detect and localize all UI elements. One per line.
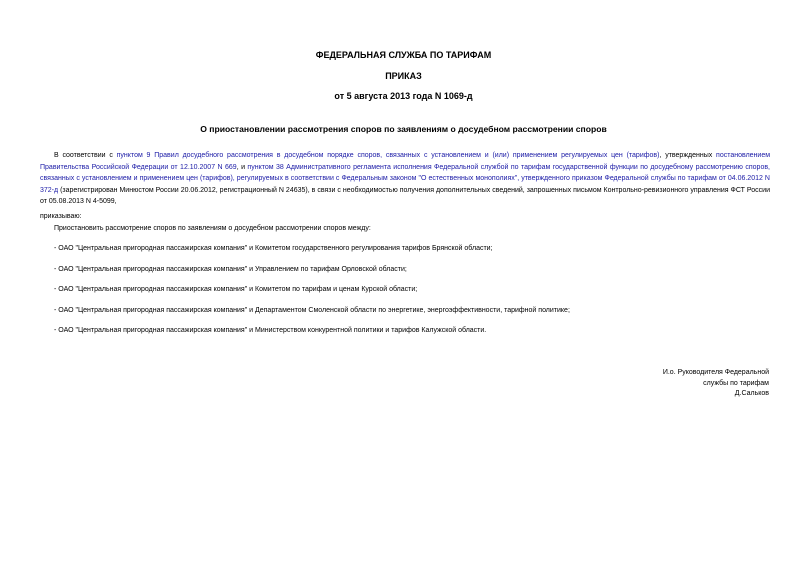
order-word: приказываю: xyxy=(40,213,82,220)
preamble-text-1: В соответствии с xyxy=(54,152,117,159)
list-item: - ОАО "Центральная пригородная пассажирская компания" и Департаментом Смоленской области по энергетике, энергоэффективности, тарифной политике; xyxy=(54,307,570,314)
signature-block xyxy=(569,368,769,400)
preamble-text-3: , и xyxy=(236,163,248,171)
preamble-paragraph xyxy=(40,150,770,208)
list-item: - ОАО "Центральная пригородная пассажирская компания" и Управлением по тарифам Орловской области; xyxy=(54,266,407,273)
signature-line-title: И.о. Руководителя Федеральной xyxy=(662,369,769,376)
doc-date-number: от 5 августа 2013 года N 1069-д xyxy=(334,91,473,101)
agency-name: ФЕДЕРАЛЬНАЯ СЛУЖБА ПО ТАРИФАМ xyxy=(315,50,492,60)
doc-title: О приостановлении рассмотрения споров по заявлениям о досудебном рассмотрении споров xyxy=(200,124,607,134)
order-intro: Приостановить рассмотрение споров по заявлениям о досудебном рассмотрении споров между: xyxy=(54,225,371,232)
signature-line-service: службы по тарифам xyxy=(703,379,769,387)
list-item: - ОАО "Центральная пригородная пассажирская компания" и Министерством конкурентной политики и тарифов Калужской области. xyxy=(54,327,487,334)
link-rules-point-9[interactable]: пунктом 9 Правил досудебного рассмотрения в досудебном порядке споров, связанных с установлением и (или) применением регулируемых цен (тарифов) xyxy=(116,152,660,159)
preamble-text-4: (зарегистрирован Минюстом России 20.06.2012, регистрационный N 24635), в связи с необходимостью получения дополнительных сведений, запрошенных письмом Контрольно-ревизионного управления ФСТ России от 05.08.2013 N 4-5099, xyxy=(40,186,770,205)
link-government-decree[interactable]: постановлением Правительства Российской Федерации от 12.10.2007 N 669 xyxy=(40,152,771,171)
link-admin-regulation[interactable]: пунктом 38 Административного регламента исполнения Федеральной службой по тарифам государственной функции по досудебному рассмотрению споров, связанных с установлением и применением цен (тарифов), регулируемых в соответствии с Федеральным законом "О естественных монополиях", утвержденного приказом Федеральной службы по тарифам от 04.06.2012 N 372-д xyxy=(40,163,770,194)
preamble xyxy=(40,150,770,208)
doc-type: ПРИКАЗ xyxy=(385,71,422,81)
list-item: - ОАО "Центральная пригородная пассажирская компания" и Комитетом по тарифам и ценам Курской области; xyxy=(54,286,418,293)
signature-name: Д.Сальков xyxy=(734,390,769,397)
preamble-text-2: , утвержденных xyxy=(659,152,717,159)
list-item: - ОАО "Центральная пригородная пассажирская компания" и Комитетом государственного регулирования тарифов Брянской области; xyxy=(54,245,493,252)
